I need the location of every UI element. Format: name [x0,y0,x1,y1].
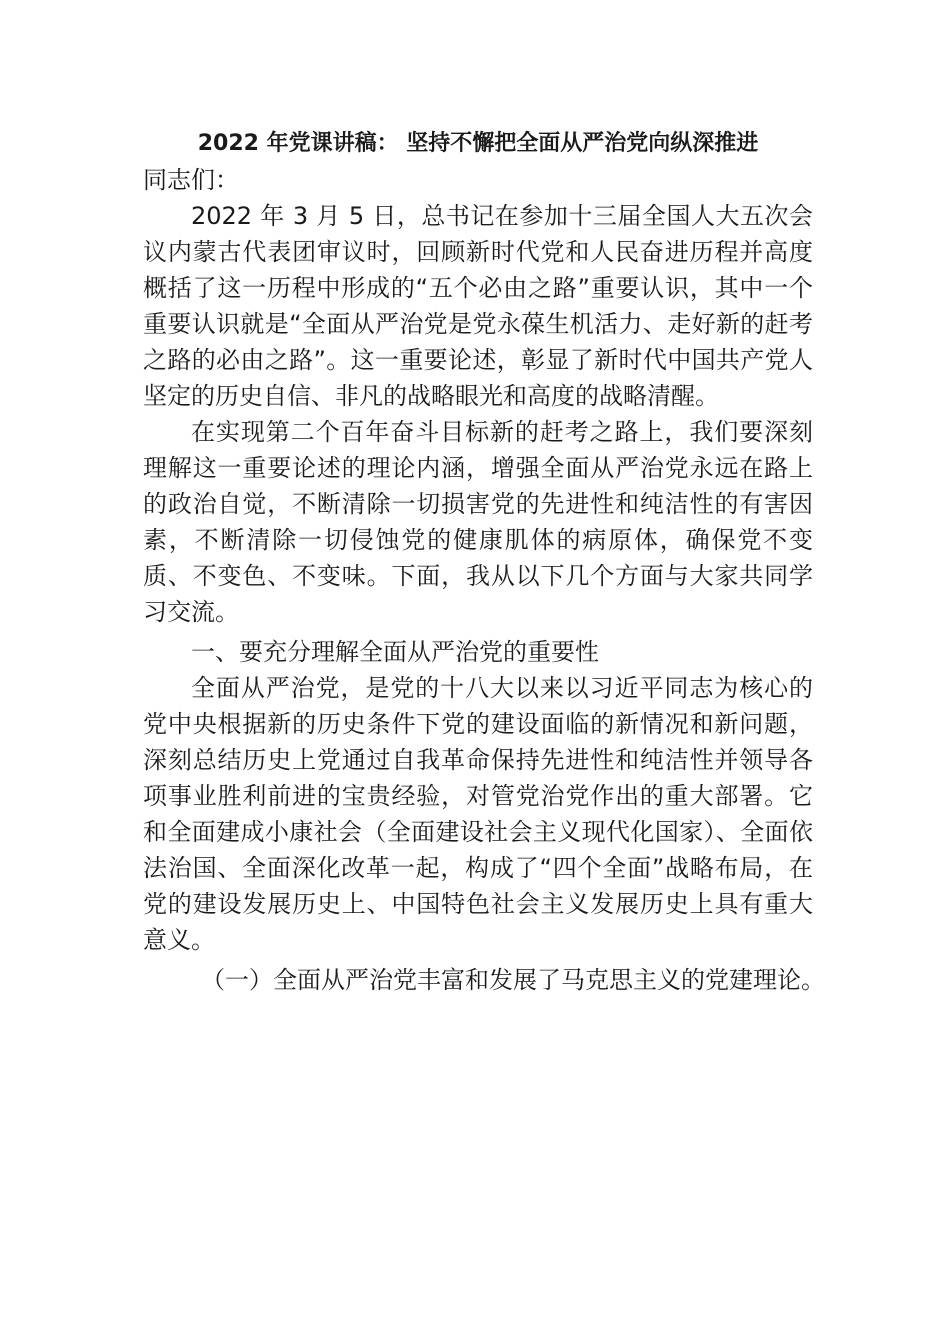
paragraph-intro: 2022 年 3 月 5 日，总书记在参加十三届全国人大五次会议内蒙古代表团审议时，回顾新时代党和人民奋进历程并高度概括了这一历程中形成的“五个必由之路”重要认识，其中一个重要认识就是“全面从严治党是党永葆生机活力、走好新的赶考之路的必由之路”。这一重要论述，彰显了新时代中国共产党人坚定的历史自信、非凡的战略眼光和高度的战略清醒。 [143,202,813,410]
paragraph-goal: 在实现第二个百年奋斗目标新的赶考之路上，我们要深刻理解这一重要论述的理论内涵，增强全面从严治党永远在路上的政治自觉，不断清除一切损害党的先进性和纯洁性的有害因素，不断清除一切侵蚀党的健康肌体的病原体，确保党不变质、不变色、不变味。下面，我从以下几个方面与大家共同学习交流。 [143,418,813,626]
document-body [143,126,825,998]
paragraph-section-one: 全面从严治党，是党的十八大以来以习近平同志为核心的党中央根据新的历史条件下党的建设面临的新情况和新问题，深刻总结历史上党通过自我革命保持先进性和纯洁性并领导各项事业胜利前进的宝贵经验，对管党治党作出的重大部署。它和全面建成小康社会（全面建设社会主义现代化国家）、全面依法治国、全面深化改革一起，构成了“四个全面”战略布局，在党的建设发展历史上、中国特色社会主义发展历史上具有重大意义。 [143,674,813,954]
salutation: 同志们： [143,166,239,194]
document-title: 2022 年党课讲稿： 坚持不懈把全面从严治党向纵深推进 [197,131,759,156]
section-heading: 一、要充分理解全面从严治党的重要性 [191,638,599,666]
subsection-heading: （一）全面从严治党丰富和发展了马克思主义的党建理论。 [201,966,825,994]
